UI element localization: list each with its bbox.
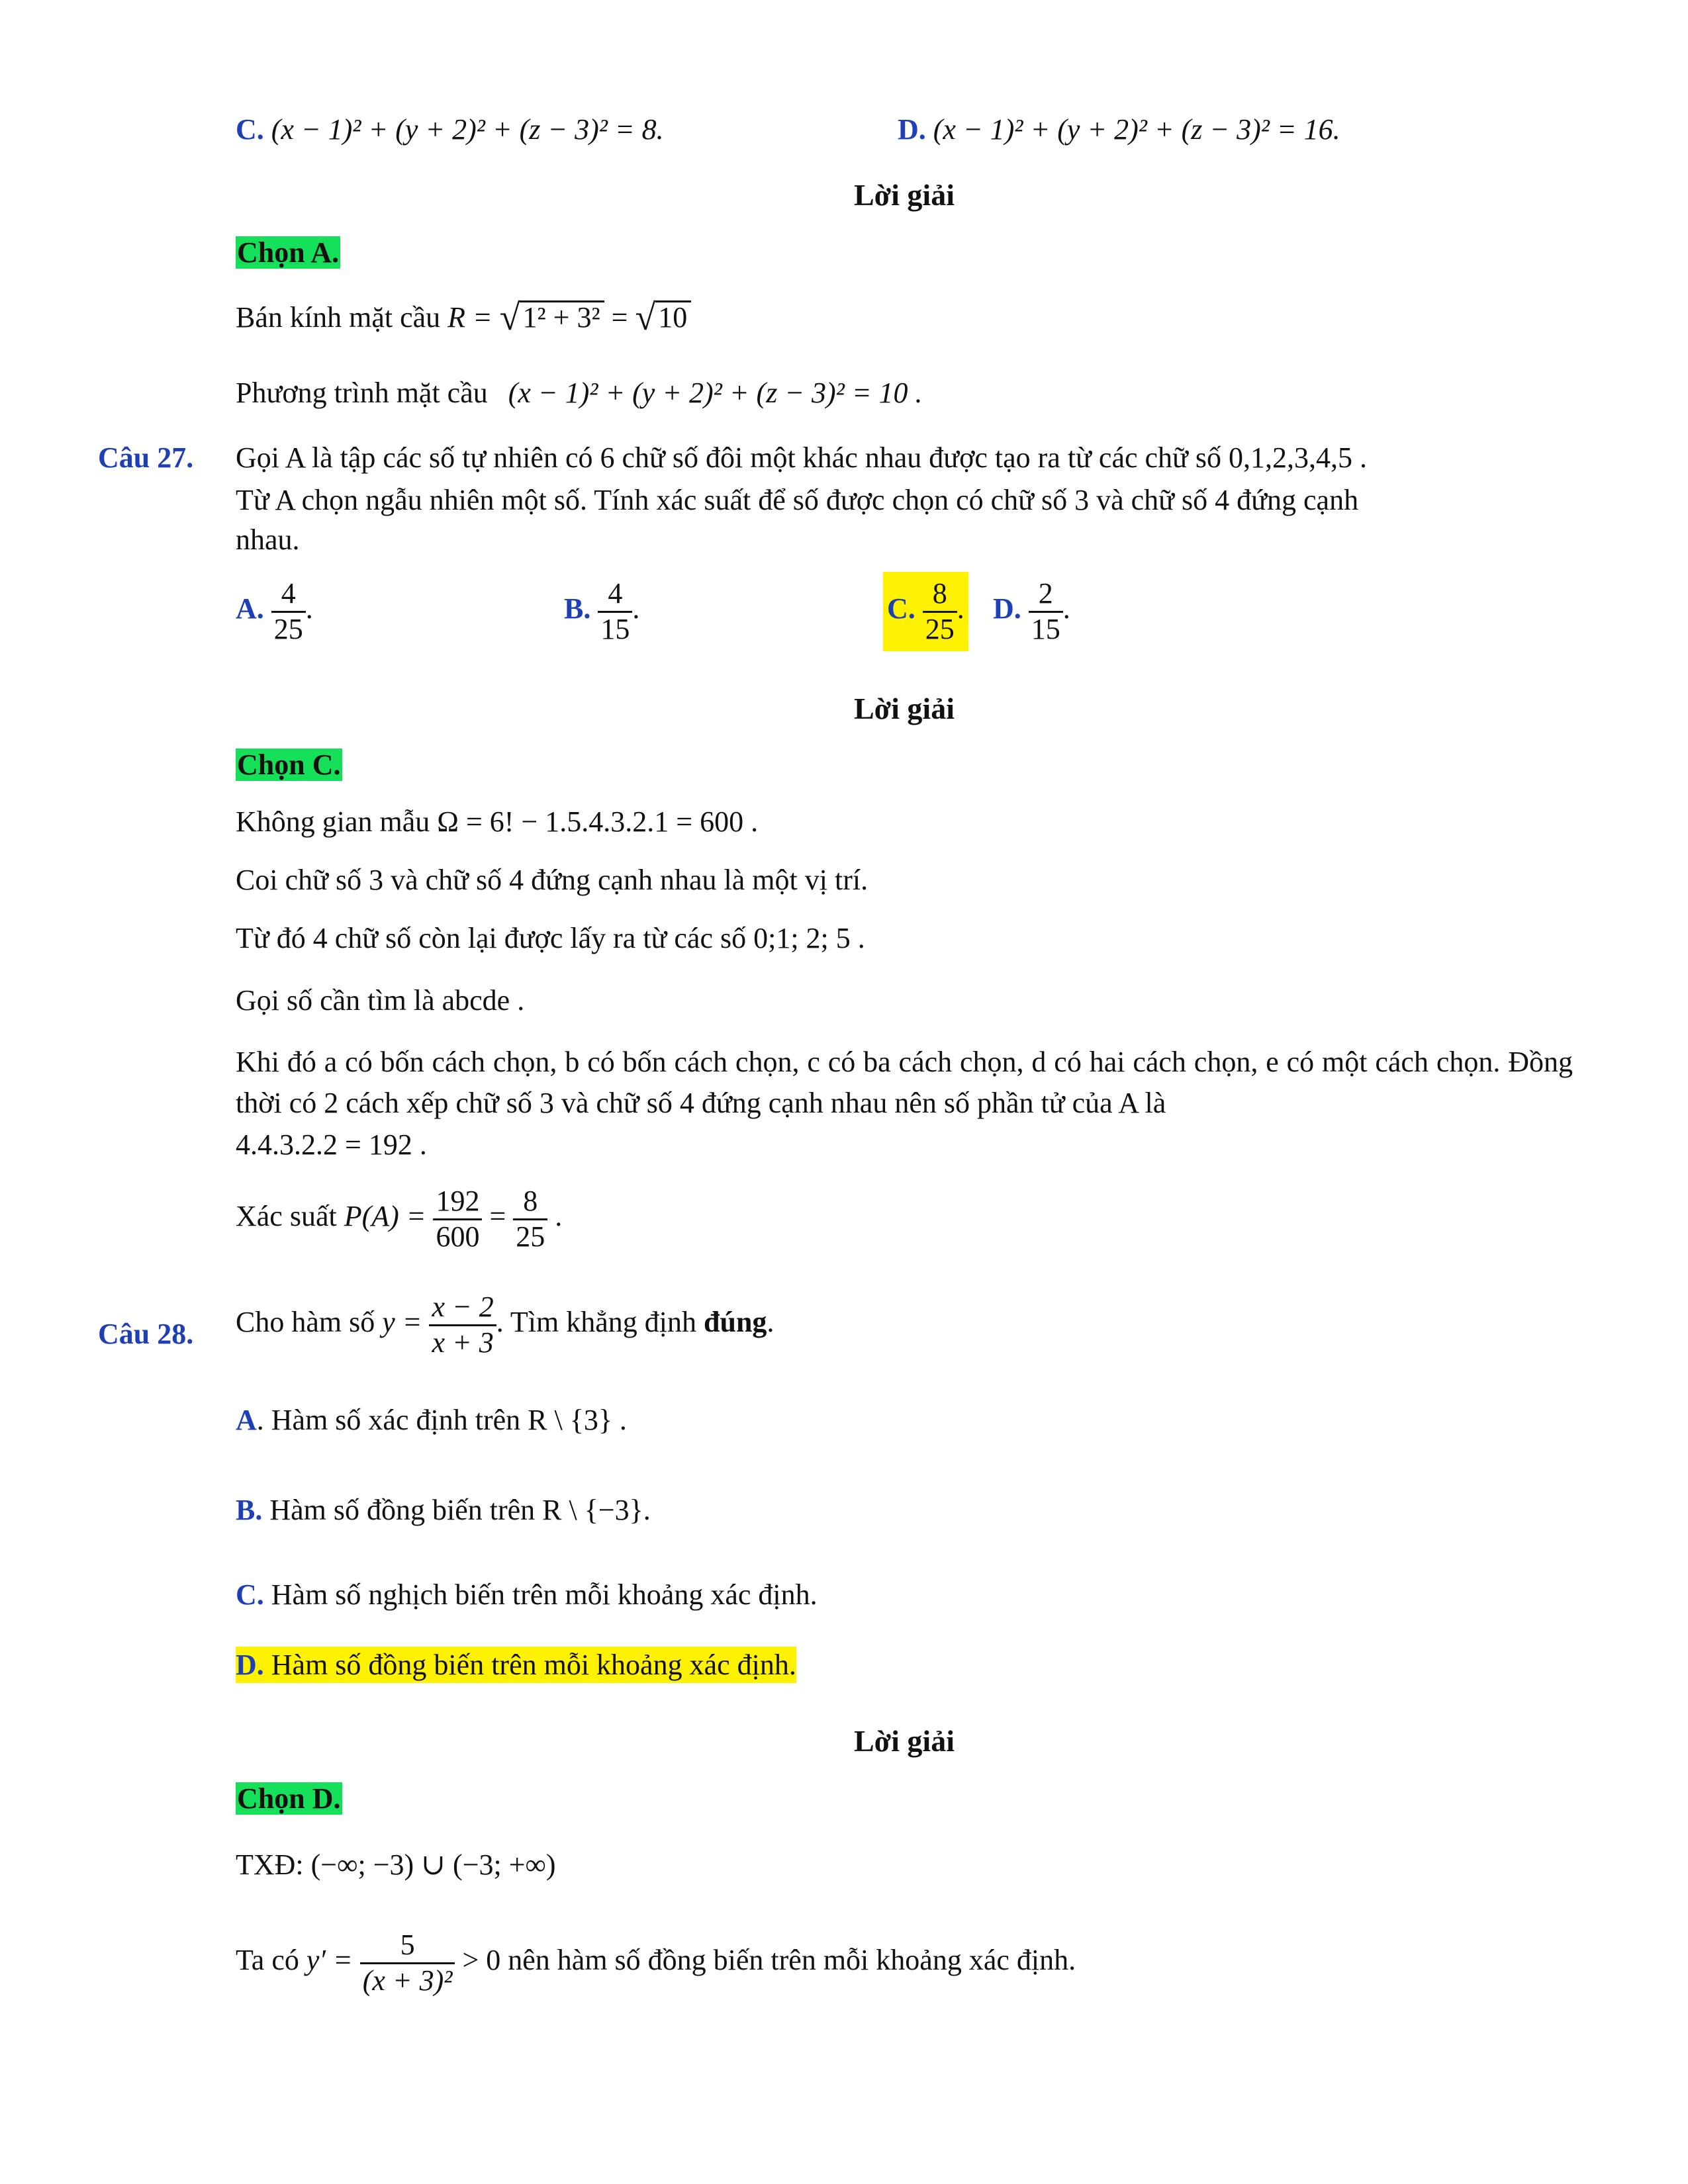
answer-option-c-highlighted: C. $\frac{8}{25}$ . — [883, 572, 968, 651]
fraction-denominator: 600 — [436, 1220, 480, 1253]
radius-equals: = — [611, 301, 628, 334]
sphere-equation-line — [236, 375, 923, 411]
derivative-lhs: y′ = — [306, 1944, 353, 1977]
radius-sqrt-result: 10 — [655, 300, 691, 333]
fraction-numerator: 192 — [433, 1185, 482, 1220]
option-label: A. — [236, 592, 264, 625]
fraction-denominator: 25 — [925, 612, 955, 645]
option-text: Hàm số đồng biến trên R \ {−3}. — [262, 1494, 651, 1526]
function-lhs: y = — [382, 1306, 422, 1339]
derivative-line — [236, 1929, 1076, 1997]
question-text-line: Từ A chọn ngẫu nhiên một số. Tính xác suất để số được chọn có chữ số 3 và chữ số 4 đứng cạnh — [236, 484, 1359, 516]
option-label: B. — [564, 592, 591, 625]
solution-line: 4.4.3.2.2 = 192 . — [236, 1128, 427, 1161]
answer-choice: Chọn A. — [237, 236, 340, 269]
option-label: C. — [887, 592, 915, 625]
option-label: C. — [236, 1578, 264, 1611]
option-label: D. — [993, 592, 1021, 625]
question-end: . — [767, 1306, 774, 1339]
radius-line — [236, 299, 691, 336]
solution-title: Lời giải — [854, 692, 955, 725]
sqrt-icon: √ — [499, 297, 520, 338]
derivative-conclusion: > 0 nên hàm số đồng biến trên mỗi khoảng xác định. — [462, 1944, 1076, 1977]
fraction-denominator: (x + 3)² — [362, 1964, 453, 1997]
radius-lhs: R = — [447, 301, 492, 334]
fraction-numerator: 2 — [1029, 577, 1063, 613]
solution-title: Lời giải — [854, 178, 955, 212]
option-text: Hàm số nghịch biến trên mỗi khoảng xác định. — [263, 1578, 818, 1611]
probability-lhs: P(A) = — [344, 1200, 426, 1233]
option-fraction — [598, 577, 632, 646]
question-text: . Tìm khẳng định — [496, 1306, 696, 1339]
solution-line: Gọi số cần tìm là abcde . — [236, 984, 525, 1017]
function-fraction — [429, 1291, 496, 1359]
question-label: Câu 27. — [98, 441, 194, 474]
option-d-equation: (x − 1)² + (y + 2)² + (z − 3)² = 16. — [933, 113, 1340, 146]
sqrt-icon: √ — [635, 297, 656, 338]
option-c-row — [236, 111, 664, 148]
derivative-label: Ta có — [236, 1944, 299, 1977]
probability-fraction — [513, 1185, 547, 1253]
question-label: Câu 28. — [98, 1318, 194, 1350]
fraction-denominator: x + 3 — [432, 1326, 494, 1359]
answer-option-a — [236, 1402, 627, 1438]
fraction-numerator: x − 2 — [429, 1291, 496, 1326]
domain-line: TXĐ: (−∞; −3) ∪ (−3; +∞) — [236, 1848, 556, 1881]
option-fraction — [923, 577, 957, 646]
question-text-line: nhau. — [236, 523, 300, 556]
option-label: D. — [236, 1649, 264, 1681]
fraction-numerator: 4 — [271, 577, 306, 613]
answer-option-a: A. $\frac{4}{25}$ . — [236, 577, 313, 645]
probability-label: Xác suất — [236, 1200, 337, 1233]
derivative-fraction — [360, 1929, 455, 1997]
sphere-equation: (x − 1)² + (y + 2)² + (z − 3)² = 10 . — [508, 377, 923, 409]
answer-choice-badge — [236, 747, 342, 783]
radius-sqrt-inner: 1² + 3² — [520, 300, 604, 333]
probability-fraction — [433, 1185, 482, 1253]
question-text: Cho hàm số — [236, 1306, 375, 1339]
fraction-numerator: 4 — [598, 577, 632, 613]
question-text-line — [236, 1291, 774, 1359]
fraction-numerator: 5 — [360, 1929, 455, 1964]
solution-paragraph: Khi đó a có bốn cách chọn, b có bốn cách chọn, c có ba cách chọn, d có hai cách chọn, e có một cách chọn. Đồng thời có 2 cách xếp chữ số 3 và chữ số 4 đứng cạnh nhau nên số phần tử của A là — [236, 1046, 1573, 1120]
answer-choice-badge — [236, 1780, 342, 1817]
sphere-equation-label: Phương trình mặt cầu — [236, 377, 488, 409]
fraction-numerator: 8 — [513, 1185, 547, 1220]
answer-option-b: B. $\frac{4}{15}$ . — [564, 577, 640, 645]
answer-option-d: D. $\frac{2}{15}$ . — [993, 577, 1070, 645]
probability-line — [236, 1185, 562, 1253]
fraction-denominator: 25 — [516, 1220, 545, 1253]
option-d-label: D. — [898, 113, 926, 146]
option-text: . Hàm số xác định trên R \ {3} . — [256, 1404, 627, 1436]
fraction-denominator: 15 — [1031, 612, 1060, 645]
option-c-label: C. — [236, 113, 264, 146]
answer-choice-badge — [236, 234, 340, 271]
fraction-numerator: 8 — [923, 577, 957, 613]
option-fraction — [271, 577, 306, 646]
answer-option-c — [236, 1576, 818, 1613]
option-fraction — [1029, 577, 1063, 646]
question-bold-word: đúng — [704, 1306, 767, 1339]
answer-choice: Chọn D. — [237, 1782, 341, 1815]
option-text: Hàm số đồng biến trên mỗi khoảng xác định. — [263, 1649, 796, 1681]
fraction-denominator: 15 — [600, 612, 630, 645]
fraction-denominator: 25 — [273, 612, 303, 645]
answer-option-b — [236, 1492, 651, 1528]
option-d-row — [898, 111, 1340, 148]
probability-end: . — [555, 1200, 563, 1233]
option-c-equation: (x − 1)² + (y + 2)² + (z − 3)² = 8. — [271, 113, 664, 146]
solution-line: Không gian mẫu Ω = 6! − 1.5.4.3.2.1 = 600 . — [236, 805, 759, 838]
solution-line: Từ đó 4 chữ số còn lại được lấy ra từ các số 0;1; 2; 5 . — [236, 922, 865, 954]
option-label: B. — [236, 1494, 263, 1526]
answer-option-d-highlighted — [236, 1647, 796, 1683]
solution-title: Lời giải — [854, 1724, 955, 1758]
option-label: A — [236, 1404, 257, 1436]
question-text-line: Gọi A là tập các số tự nhiên có 6 chữ số đôi một khác nhau được tạo ra từ các chữ số 0,1,2,3,4,5 . — [236, 441, 1367, 474]
answer-choice: Chọn C. — [237, 749, 341, 781]
probability-equals: = — [489, 1200, 506, 1233]
solution-line: Coi chữ số 3 và chữ số 4 đứng cạnh nhau là một vị trí. — [236, 864, 868, 896]
radius-label: Bán kính mặt cầu — [236, 301, 441, 334]
